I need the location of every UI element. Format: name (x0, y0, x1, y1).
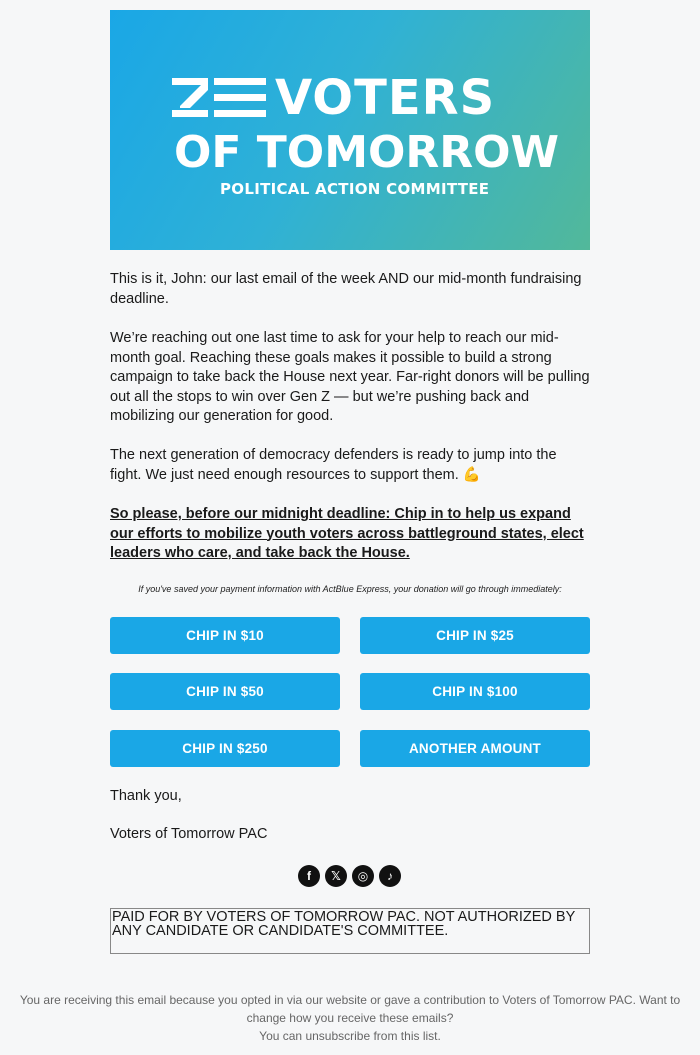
chip-in-25-button[interactable]: CHIP IN $25 (360, 617, 590, 654)
chip-in-100-button[interactable]: CHIP IN $100 (360, 673, 590, 710)
unsubscribe-link[interactable]: You can unsubscribe from this list. (259, 1029, 441, 1043)
footer-optin-text: You are receiving this email because you opted in via our website or gave a contribution to Voters of Tomorrow PAC. Want to change how you receive these emails? (19, 993, 681, 1025)
intro-paragraph: This is it, John: our last email of the week AND our mid-month fundraising deadline. (110, 271, 582, 307)
closing-thanks: Thank you, (110, 788, 182, 804)
logo-subtitle: POLITICAL ACTION COMMITTEE (220, 180, 490, 198)
chip-in-50-button[interactable]: CHIP IN $50 (110, 673, 340, 710)
instagram-icon[interactable]: ◎ (352, 865, 374, 887)
chip-in-10-button[interactable]: CHIP IN $10 (110, 617, 340, 654)
goal-paragraph: We’re reaching out one last time to ask for your help to reach our mid-month goal. Reaching these goals makes it possible to build a strong campaign to take back the House next year. Far-right donors will be pulling out all the stops to win over Gen Z — but we’re pushing back and mobilizing our generation for good. (110, 330, 590, 424)
defenders-paragraph: The next generation of democracy defenders is ready to jump into the fight. We just need enough resources to support them. 💪 (110, 447, 557, 483)
actblue-note: If you've saved your payment information with ActBlue Express, your donation will go through immediately: (138, 584, 562, 594)
social-links (298, 865, 408, 889)
footer (10, 991, 690, 1045)
another-amount-button[interactable]: ANOTHER AMOUNT (360, 730, 590, 767)
logo-text-tomorrow: OF TOMORROW (174, 127, 560, 178)
x-icon[interactable]: 𝕏 (325, 865, 347, 887)
facebook-icon[interactable]: f (298, 865, 320, 887)
header-banner (110, 10, 590, 250)
chip-in-250-button[interactable]: CHIP IN $250 (110, 730, 340, 767)
signature: Voters of Tomorrow PAC (110, 826, 268, 842)
logo-text-voters: VOTERS (275, 70, 496, 126)
tiktok-icon[interactable]: ♪ (379, 865, 401, 887)
cta-link[interactable]: So please, before our midnight deadline: Chip in to help us expand our efforts to mobilize youth voters across battleground states, elect leaders who care, and take back the House. (110, 506, 584, 561)
paid-for-disclaimer: PAID FOR BY VOTERS OF TOMORROW PAC. NOT AUTHORIZED BY ANY CANDIDATE OR CANDIDATE'S COMMITTEE. (110, 908, 590, 954)
